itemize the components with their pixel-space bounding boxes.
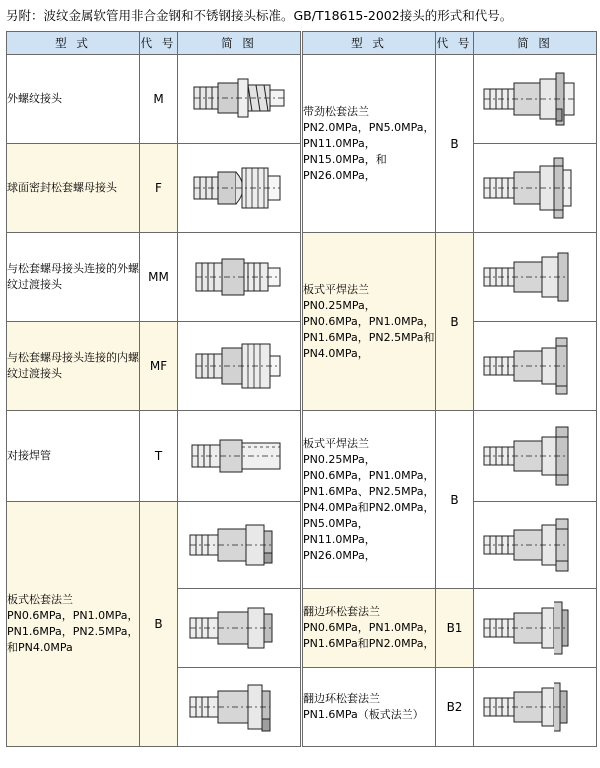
left-figure-5a xyxy=(178,502,301,589)
right-type-3: 翻边环松套法兰 PN0.6MPa，PN1.0MPa，PN1.6MPa和PN2.0MPa， xyxy=(303,589,436,668)
header-type-right: 型 式 xyxy=(303,32,436,55)
left-figure-5c xyxy=(178,668,301,747)
right-figure-1b xyxy=(474,322,597,411)
right-code-3: B1 xyxy=(436,589,474,668)
header-figure-left: 简 图 xyxy=(178,32,301,55)
left-type-1: 球面密封松套螺母接头 xyxy=(7,144,140,233)
left-figure-0 xyxy=(178,55,301,144)
left-code-3: MF xyxy=(140,322,178,411)
right-type-1: 板式平焊法兰 PN0.25MPa，PN0.6MPa，PN1.0MPa，PN1.6MPa，PN2.5MPa和PN4.0MPa， xyxy=(303,233,436,411)
fittings-table xyxy=(6,31,597,747)
right-figure-1 xyxy=(474,233,597,322)
right-code-0: B xyxy=(436,55,474,233)
left-figure-2 xyxy=(178,233,301,322)
left-type-0: 外螺纹接头 xyxy=(7,55,140,144)
left-figure-5b xyxy=(178,589,301,668)
right-code-2: B xyxy=(436,411,474,589)
table-body xyxy=(7,55,597,747)
right-figure-4 xyxy=(474,668,597,747)
right-type-0: 带劲松套法兰 PN2.0MPa，PN5.0MPa，PN11.0MPa，PN15.0MPa，和PN26.0MPa， xyxy=(303,55,436,233)
left-code-4: T xyxy=(140,411,178,502)
right-figure-0b xyxy=(474,144,597,233)
header-figure-right: 简 图 xyxy=(474,32,597,55)
left-type-5: 板式松套法兰 PN0.6MPa，PN1.0MPa，PN1.6MPa，PN2.5MPa，和PN4.0MPa xyxy=(7,502,140,747)
right-code-4: B2 xyxy=(436,668,474,747)
right-type-2: 板式平焊法兰 PN0.25MPa，PN0.6MPa，PN1.0MPa，PN1.6MPa、PN2.5MPa，PN4.0MPa和PN2.0MPa，PN5.0MPa，PN11.0MPa，PN26.0MPa， xyxy=(303,411,436,589)
left-figure-1 xyxy=(178,144,301,233)
left-type-4: 对接焊管 xyxy=(7,411,140,502)
left-figure-3 xyxy=(178,322,301,411)
left-type-2: 与松套螺母接头连接的外螺纹过渡接头 xyxy=(7,233,140,322)
table-row xyxy=(7,55,597,144)
page-title: 另附：波纹金属软管用非合金钢和不锈钢接头标准。GB/T18615-2002接头的形式和代号。 xyxy=(6,8,513,23)
left-code-5: B xyxy=(140,502,178,747)
header-code-left: 代 号 xyxy=(140,32,178,55)
right-figure-2b xyxy=(474,502,597,589)
left-type-3: 与松套螺母接头连接的内螺纹过渡接头 xyxy=(7,322,140,411)
left-code-2: MM xyxy=(140,233,178,322)
right-code-1: B xyxy=(436,233,474,411)
header-code-right: 代 号 xyxy=(436,32,474,55)
table-header xyxy=(7,32,597,55)
left-code-0: M xyxy=(140,55,178,144)
header-type-left: 型 式 xyxy=(7,32,140,55)
right-type-4: 翻边环松套法兰 PN1.6MPa（板式法兰） xyxy=(303,668,436,747)
left-figure-4 xyxy=(178,411,301,502)
right-figure-2 xyxy=(474,411,597,502)
right-figure-3 xyxy=(474,589,597,668)
left-code-1: F xyxy=(140,144,178,233)
right-figure-0a xyxy=(474,55,597,144)
